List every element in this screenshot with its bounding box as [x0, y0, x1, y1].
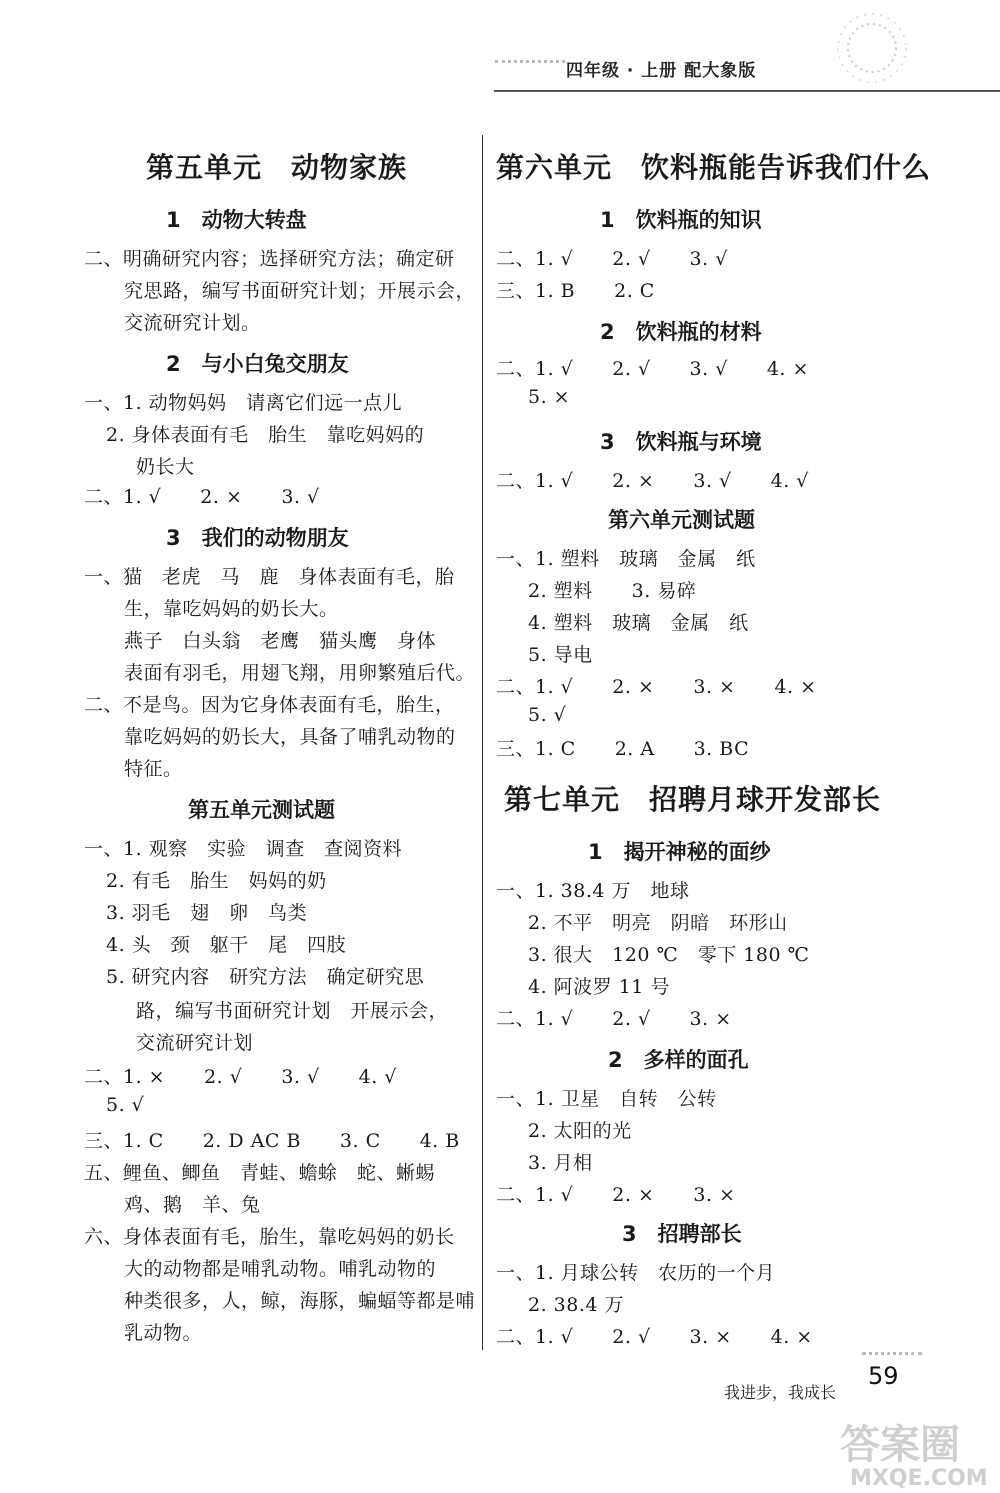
unit6-test-title: 第六单元测试题	[608, 508, 755, 532]
answer-line: 二、1. √ 2. × 3. × 4. ×	[496, 676, 817, 698]
answer-line: 二、1. √ 2. √ 3. ×	[496, 1008, 732, 1030]
unit5-section1-title: 1 动物大转盘	[166, 208, 307, 232]
answer-line: 靠吃妈妈的奶长大，具备了哺乳动物的	[124, 726, 456, 748]
page-dots-decoration	[862, 1352, 922, 1355]
answer-line: 种类很多，人，鲸，海豚，蝙蝠等都是哺	[124, 1290, 476, 1312]
answer-line: 特征。	[124, 758, 183, 780]
answer-line: 乳动物。	[124, 1322, 203, 1344]
answer-line: 一、1. 38.4 万 地球	[496, 880, 690, 902]
answer-line: 大的动物都是哺乳动物。哺乳动物的	[124, 1258, 437, 1280]
page-number: 59	[868, 1362, 899, 1390]
answer-line: 2. 不平 明亮 阴暗 环形山	[528, 912, 788, 934]
answer-line: 2. 有毛 胎生 妈妈的奶	[106, 870, 327, 892]
answer-line: 4. 头 颈 躯干 尾 四肢	[106, 934, 347, 956]
answer-line: 一、1. 卫星 自转 公转	[496, 1088, 717, 1110]
answer-line: 路，编写书面研究计划 开展示会，	[136, 1000, 449, 1022]
answer-line: 5. 导电	[528, 644, 593, 666]
unit5-section2-title: 2 与小白兔交朋友	[166, 352, 349, 376]
answer-line: 5. √	[106, 1094, 145, 1116]
answer-line: 二、1. √ 2. √ 3. × 4. ×	[496, 1326, 813, 1348]
answer-line: 交流研究计划	[136, 1032, 254, 1054]
answer-line: 一、1. 月球公转 农历的一个月	[496, 1262, 776, 1284]
answer-line: 一、1. 塑料 玻璃 金属 纸	[496, 548, 756, 570]
answer-line: 五、鲤鱼、鲫鱼 青蛙、蟾蜍 蛇、蜥蜴	[84, 1162, 436, 1184]
unit5-section3-title: 3 我们的动物朋友	[166, 526, 349, 550]
answer-line: 5. 研究内容 研究方法 确定研究思	[106, 966, 425, 988]
answer-line: 4. 阿波罗 11 号	[528, 976, 670, 998]
grade-edition-badge: 四年级 · 上册 配大象版	[566, 61, 757, 81]
answer-line: 燕子 白头翁 老鹰 猫头鹰 身体	[124, 630, 437, 652]
answer-line: 2. 太阳的光	[528, 1120, 632, 1142]
answer-line: 表面有羽毛，用翅飞翔，用卵繁殖后代。	[124, 662, 476, 684]
unit6-title: 第六单元 饮料瓶能告诉我们什么	[496, 151, 932, 184]
answer-line: 2. 塑料 3. 易碎	[528, 580, 697, 602]
answer-line: 三、1. C 2. D AC B 3. C 4. B	[84, 1130, 460, 1152]
answer-line: 5. ×	[528, 386, 571, 408]
answer-line: 2. 38.4 万	[528, 1294, 625, 1316]
answer-line: 六、身体表面有毛，胎生，靠吃妈妈的奶长	[84, 1226, 455, 1248]
unit7-section1-title: 1 揭开神秘的面纱	[588, 840, 771, 864]
unit7-title: 第七单元 招聘月球开发部长	[504, 783, 882, 816]
answer-line: 二、1. √ 2. × 3. √ 4. √	[496, 470, 809, 492]
footer-slogan: 我进步，我成长	[724, 1383, 837, 1402]
answer-line: 二、1. √ 2. √ 3. √	[496, 248, 728, 270]
answer-line: 二、1. × 2. √ 3. √ 4. √	[84, 1066, 397, 1088]
answer-line: 三、1. C 2. A 3. BC	[496, 738, 750, 760]
watermark-logo: 答案圈	[840, 1422, 960, 1468]
answer-line: 二、1. √ 2. × 3. ×	[496, 1184, 736, 1206]
header-rule	[494, 90, 1000, 92]
answer-line: 二、1. √ 2. √ 3. √ 4. ×	[496, 358, 809, 380]
answer-line: 二、1. √ 2. × 3. √	[84, 486, 320, 508]
answer-line: 2. 身体表面有毛 胎生 靠吃妈妈的	[106, 424, 425, 446]
unit5-test-title: 第五单元测试题	[188, 798, 335, 822]
answer-line: 一、1. 观察 实验 调查 查阅资料	[84, 838, 403, 860]
answer-line: 5. √	[528, 704, 567, 726]
answer-line: 鸡、鹅 羊、兔	[124, 1194, 261, 1216]
answer-line: 一、猫 老虎 马 鹿 身体表面有毛，胎	[84, 566, 455, 588]
answer-line: 交流研究计划。	[124, 312, 261, 334]
answer-line: 3. 羽毛 翅 卵 鸟类	[106, 902, 308, 924]
unit6-section3-title: 3 饮料瓶与环境	[600, 430, 762, 454]
answer-line: 二、明确研究内容；选择研究方法；确定研	[84, 248, 455, 270]
answer-line: 生，靠吃妈妈的奶长大。	[124, 598, 339, 620]
answer-line: 3. 月相	[528, 1152, 593, 1174]
unit6-section1-title: 1 饮料瓶的知识	[600, 208, 762, 232]
unit7-section2-title: 2 多样的面孔	[608, 1048, 749, 1072]
unit7-section3-title: 3 招聘部长	[622, 1222, 742, 1246]
answer-line: 三、1. B 2. C	[496, 280, 655, 302]
watermark-url: MXQE.COM	[850, 1466, 988, 1491]
sun-ornament-icon	[820, 6, 930, 86]
answer-line: 究思路，编写书面研究计划；开展示会，	[124, 280, 476, 302]
answer-line: 一、1. 动物妈妈 请离它们远一点儿	[84, 392, 403, 414]
answer-line: 4. 塑料 玻璃 金属 纸	[528, 612, 749, 634]
answer-line: 奶长大	[136, 456, 195, 478]
unit5-title: 第五单元 动物家族	[146, 151, 408, 184]
unit6-section2-title: 2 饮料瓶的材料	[600, 320, 762, 344]
answer-line: 二、不是鸟。因为它身体表面有毛，胎生，	[84, 694, 455, 716]
answer-line: 3. 很大 120 ℃ 零下 180 ℃	[528, 944, 810, 966]
header-dots-decoration	[495, 60, 565, 63]
column-divider	[482, 135, 483, 1350]
